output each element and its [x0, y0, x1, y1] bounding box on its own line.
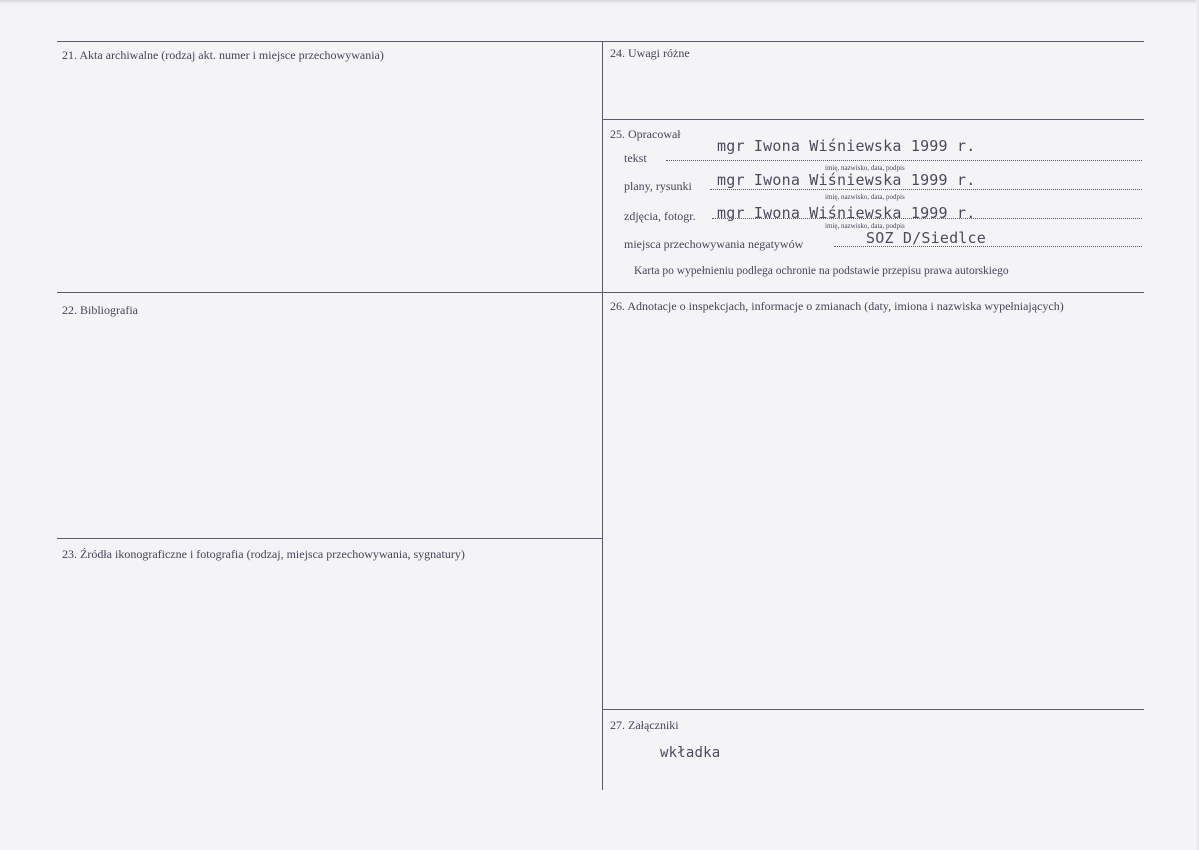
rule-22-23: [57, 538, 603, 539]
section-27-value: wkładka: [660, 745, 721, 761]
plany-dotted-line: [710, 189, 1142, 190]
center-divider: [602, 41, 603, 790]
plany-label: plany, rysunki: [624, 179, 692, 193]
zdjecia-value: mgr Iwona Wiśniewska 1999 r.: [717, 204, 976, 222]
section-21-label: 21. Akta archiwalne (rodzaj akt. numer i miejsce przechowywania): [62, 48, 384, 62]
tekst-hint: imię, nazwisko, data, podpis: [825, 164, 905, 172]
tekst-value: mgr Iwona Wiśniewska 1999 r.: [717, 137, 976, 155]
copyright-note: Karta po wypełnieniu podlega ochronie na podstawie przepisu prawa autorskiego: [634, 265, 1009, 277]
rule-26-27: [602, 709, 1144, 710]
tekst-dotted-line: [666, 160, 1142, 161]
section-22-label: 22. Bibliografia: [62, 303, 138, 317]
rule-24-25: [602, 119, 1144, 120]
negatywy-value: SOZ D/Siedlce: [866, 229, 986, 247]
zdjecia-hint: imię, nazwisko, data, podpis: [825, 222, 905, 230]
plany-value: mgr Iwona Wiśniewska 1999 r.: [717, 171, 976, 189]
section-24-label: 24. Uwagi różne: [610, 46, 690, 60]
top-rule: [57, 41, 1144, 42]
zdjecia-label: zdjęcia, fotogr.: [624, 209, 696, 223]
plany-hint: imię, nazwisko, data, podpis: [825, 193, 905, 201]
paper-edge-top: [0, 0, 1199, 4]
section-26-label: 26. Adnotacje o inspekcjach, informacje o zmianach (daty, imiona i nazwiska wypełniających): [610, 299, 1064, 313]
tekst-label: tekst: [624, 151, 647, 165]
negatywy-label: miejsca przechowywania negatywów: [624, 237, 804, 251]
section-23-label: 23. Źródła ikonograficzne i fotografia (rodzaj, miejsca przechowywania, sygnatury): [62, 547, 465, 561]
rule-21-22: [57, 292, 1144, 293]
section-25-label: 25. Opracował: [610, 127, 681, 141]
section-27-label: 27. Załączniki: [610, 718, 679, 732]
